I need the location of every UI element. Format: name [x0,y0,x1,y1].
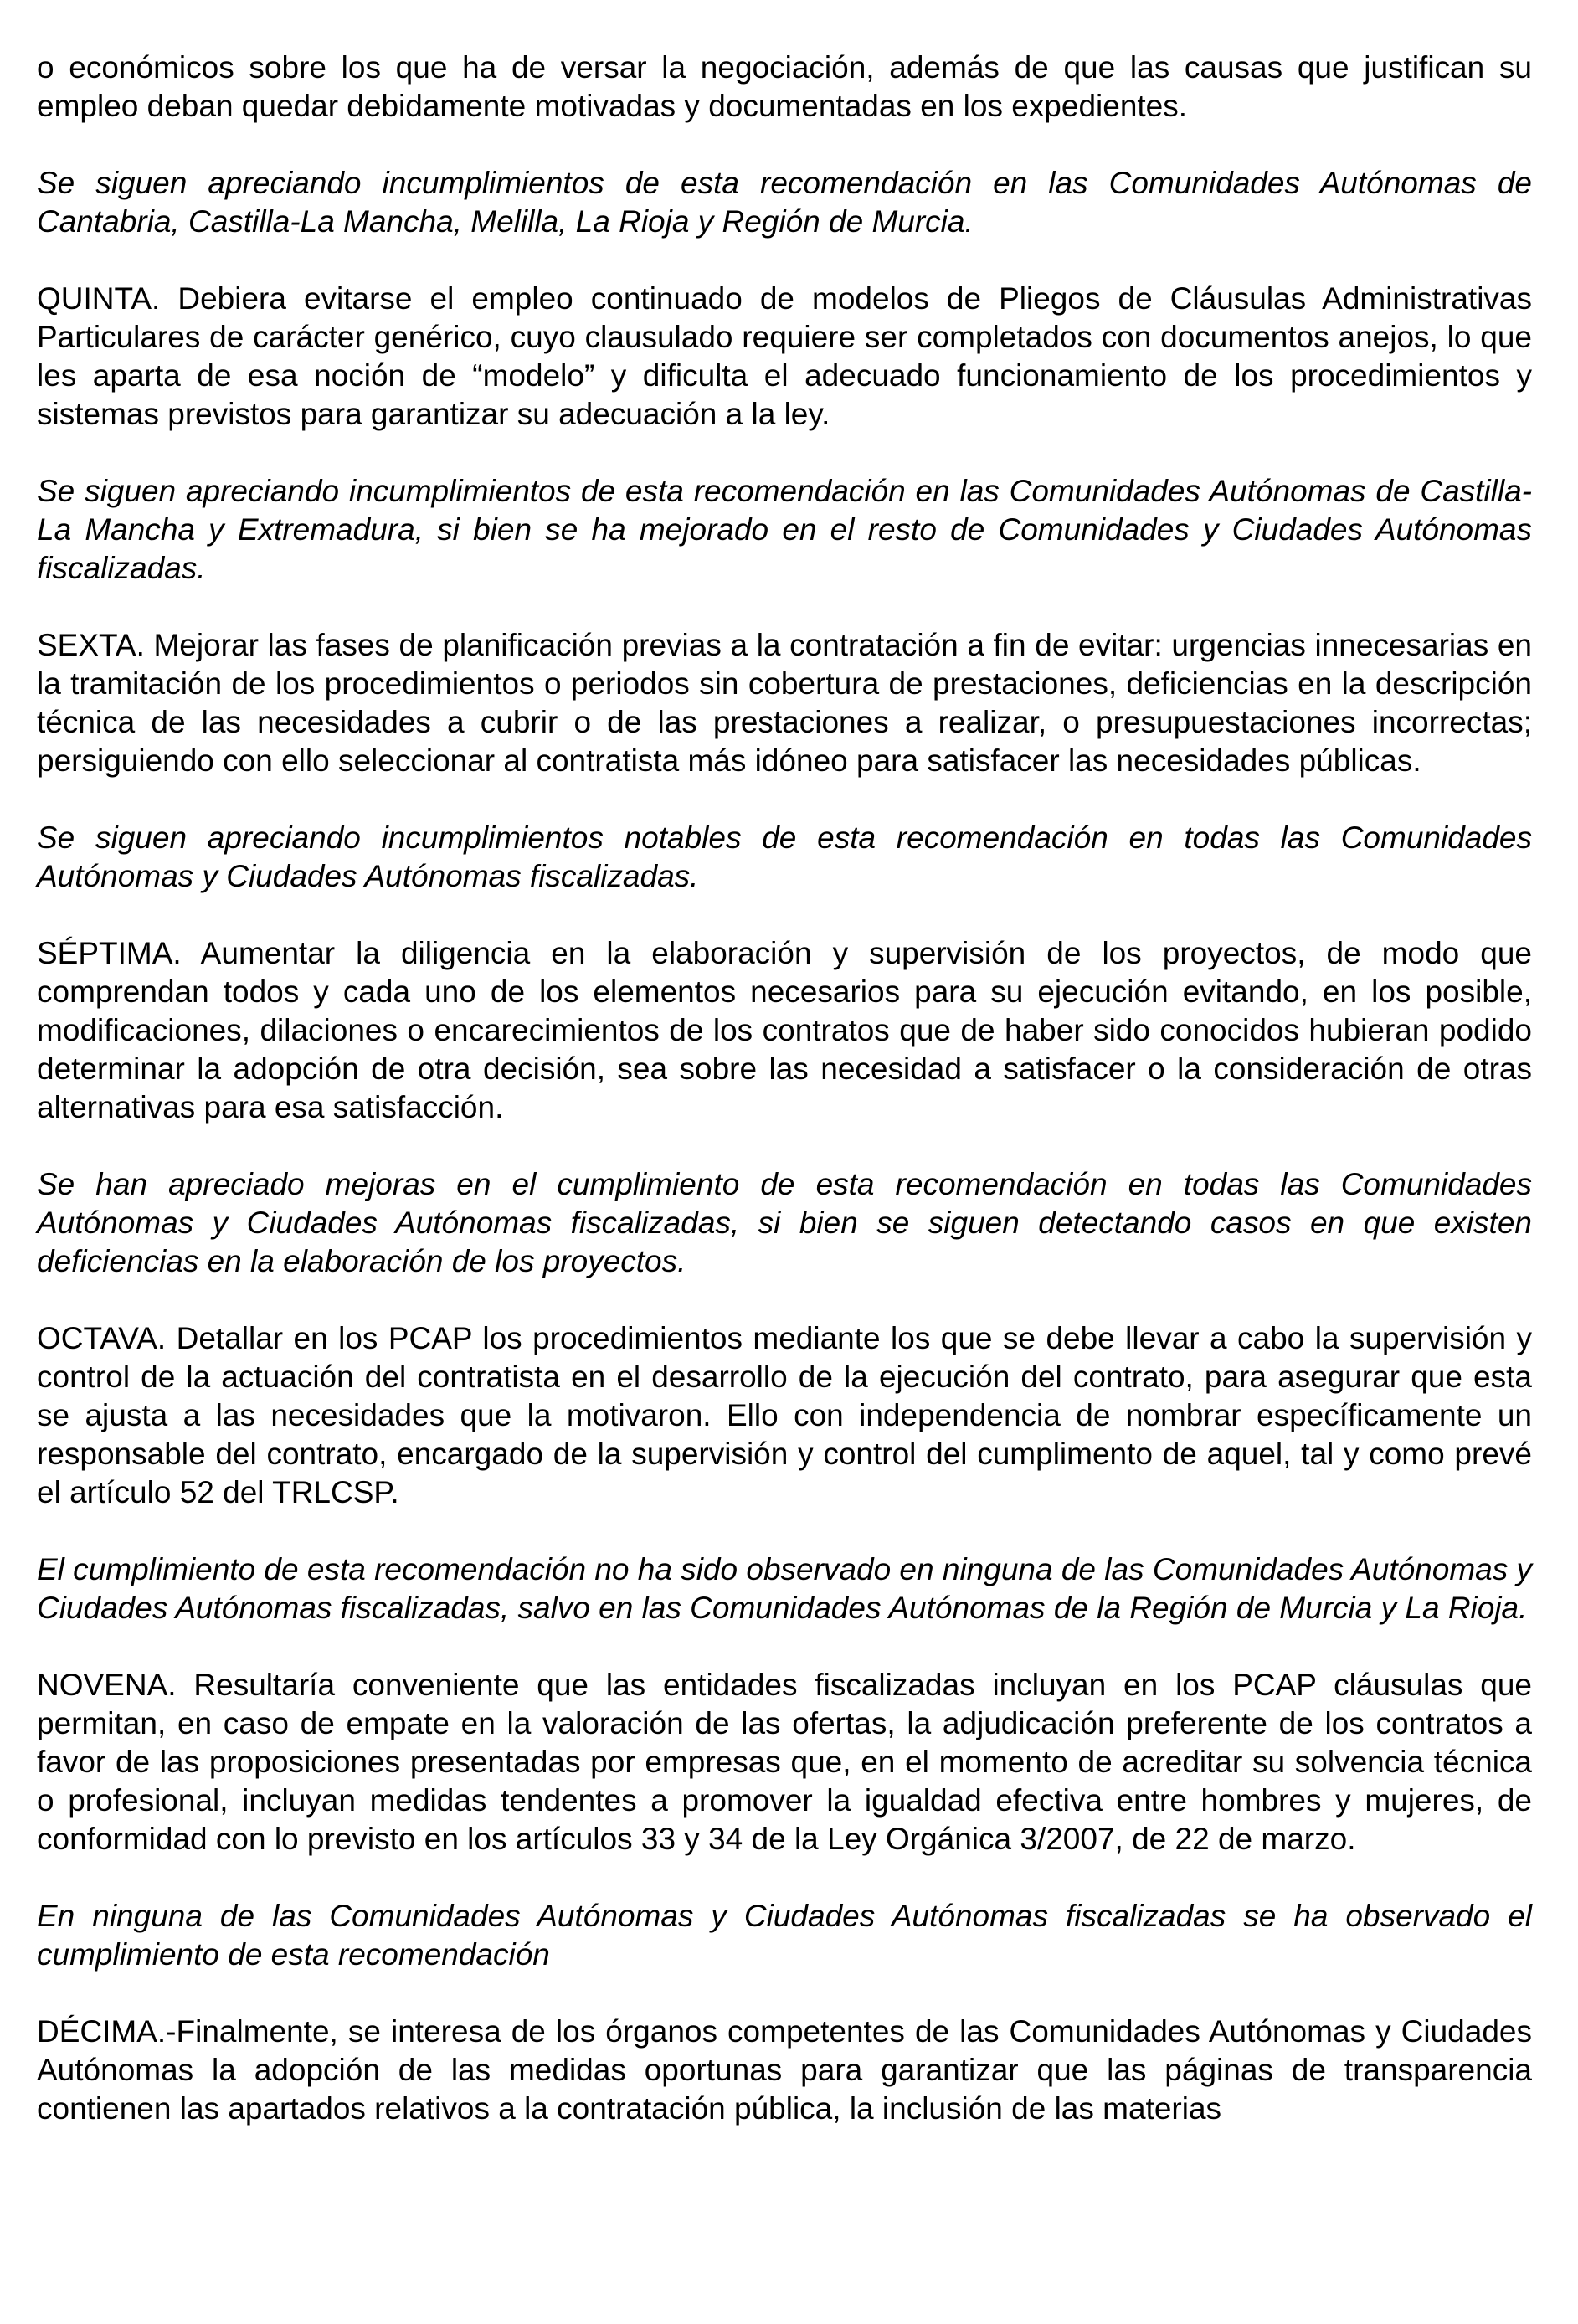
paragraph-septima-compliance-note: Se han apreciado mejoras en el cumplimiento de esta recomendación en todas las Comunidades Autónomas y Ciudades Autónomas fiscalizadas, si bien se siguen detectando casos en que existen deficiencias en la elaboración de los proyectos. [37,1167,1532,1278]
paragraph-novena-compliance-note: En ninguna de las Comunidades Autónomas y Ciudades Autónomas fiscalizadas se ha observado el cumplimiento de esta recomendación [37,1899,1532,1972]
paragraph-sexta-recommendation: SEXTA. Mejorar las fases de planificación previas a la contratación a fin de evitar: urgencias innecesarias en la tramitación de los procedimientos o periodos sin cobertura de prestaciones, deficiencias en la descripción técnica de las necesidades a cubrir o de las prestaciones a realizar, o presupuestaciones incorrectas; persiguiendo con ello seleccionar al contratista más idóneo para satisfacer las necesidades públicas. [37,628,1532,778]
paragraph-octava-recommendation: OCTAVA. Detallar en los PCAP los procedimientos mediante los que se debe llevar a cabo la supervisión y control de la actuación del contratista en el desarrollo de la ejecución del contrato, para asegurar que esta se ajusta a las necesidades que la motivaron. Ello con independencia de nombrar específicamente un responsable del contrato, encargado de la supervisión y control del cumplimento de aquel, tal y como prevé el artículo 52 del TRLCSP. [37,1321,1532,1509]
paragraph-octava-compliance-note: El cumplimiento de esta recomendación no ha sido observado en ninguna de las Comunidades Autónomas y Ciudades Autónomas fiscalizadas, salvo en las Comunidades Autónomas de la Región de Murcia y La Rioja. [37,1552,1533,1625]
paragraph-quinta-recommendation: QUINTA. Debiera evitarse el empleo continuado de modelos de Pliegos de Cláusulas Administrativas Particulares de carácter genérico, cuyo clausulado requiere ser completados con documentos anejos, lo que les aparta de esa noción de “modelo” y dificulta el adecuado funcionamiento de los procedimientos y sistemas previstos para garantizar su adecuación a la ley. [37,281,1532,431]
paragraph-novena-recommendation: NOVENA. Resultaría conveniente que las entidades fiscalizadas incluyan en los PCAP cláusulas que permitan, en caso de empate en la valoración de las ofertas, la adjudicación preferente de los contratos a favor de las proposiciones presentadas por empresas que, en el momento de acreditar su solvencia técnica o profesional, incluyan medidas tendentes a promover la igualdad efectiva entre hombres y mujeres, de conformidad con lo previsto en los artículos 33 y 34 de la Ley Orgánica 3/2007, de 22 de marzo. [37,1668,1532,1856]
paragraph-cuarta-compliance-note: Se siguen apreciando incumplimientos de esta recomendación en las Comunidades Autónomas de Cantabria, Castilla-La Mancha, Melilla, La Rioja y Región de Murcia. [37,166,1532,239]
document-page [37,49,1532,2128]
paragraph-septima-recommendation: SÉPTIMA. Aumentar la diligencia en la elaboración y supervisión de los proyectos, de modo que comprendan todos y cada uno de los elementos necesarios para su ejecución evitando, en los posible, modificaciones, dilaciones o encarecimientos de los contratos que de haber sido conocidos hubieran podido determinar la adopción de otra decisión, sea sobre las necesidad a satisfacer o la consideración de otras alternativas para esa satisfacción. [37,936,1532,1124]
paragraph-negociacion-continuation: o económicos sobre los que ha de versar la negociación, además de que las causas que justifican su empleo deban quedar debidamente motivadas y documentadas en los expedientes. [37,50,1532,123]
paragraph-decima-recommendation: DÉCIMA.-Finalmente, se interesa de los órganos competentes de las Comunidades Autónomas y Ciudades Autónomas la adopción de las medidas oportunas para garantizar que las páginas de transparencia contienen las apartados relativos a la contratación pública, la inclusión de las materias [37,2014,1532,2126]
paragraph-sexta-compliance-note: Se siguen apreciando incumplimientos notables de esta recomendación en todas las Comunidades Autónomas y Ciudades Autónomas fiscalizadas. [37,820,1532,893]
paragraph-quinta-compliance-note: Se siguen apreciando incumplimientos de esta recomendación en las Comunidades Autónomas de Castilla-La Mancha y Extremadura, si bien se ha mejorado en el resto de Comunidades y Ciudades Autónomas fiscalizadas. [37,474,1532,585]
